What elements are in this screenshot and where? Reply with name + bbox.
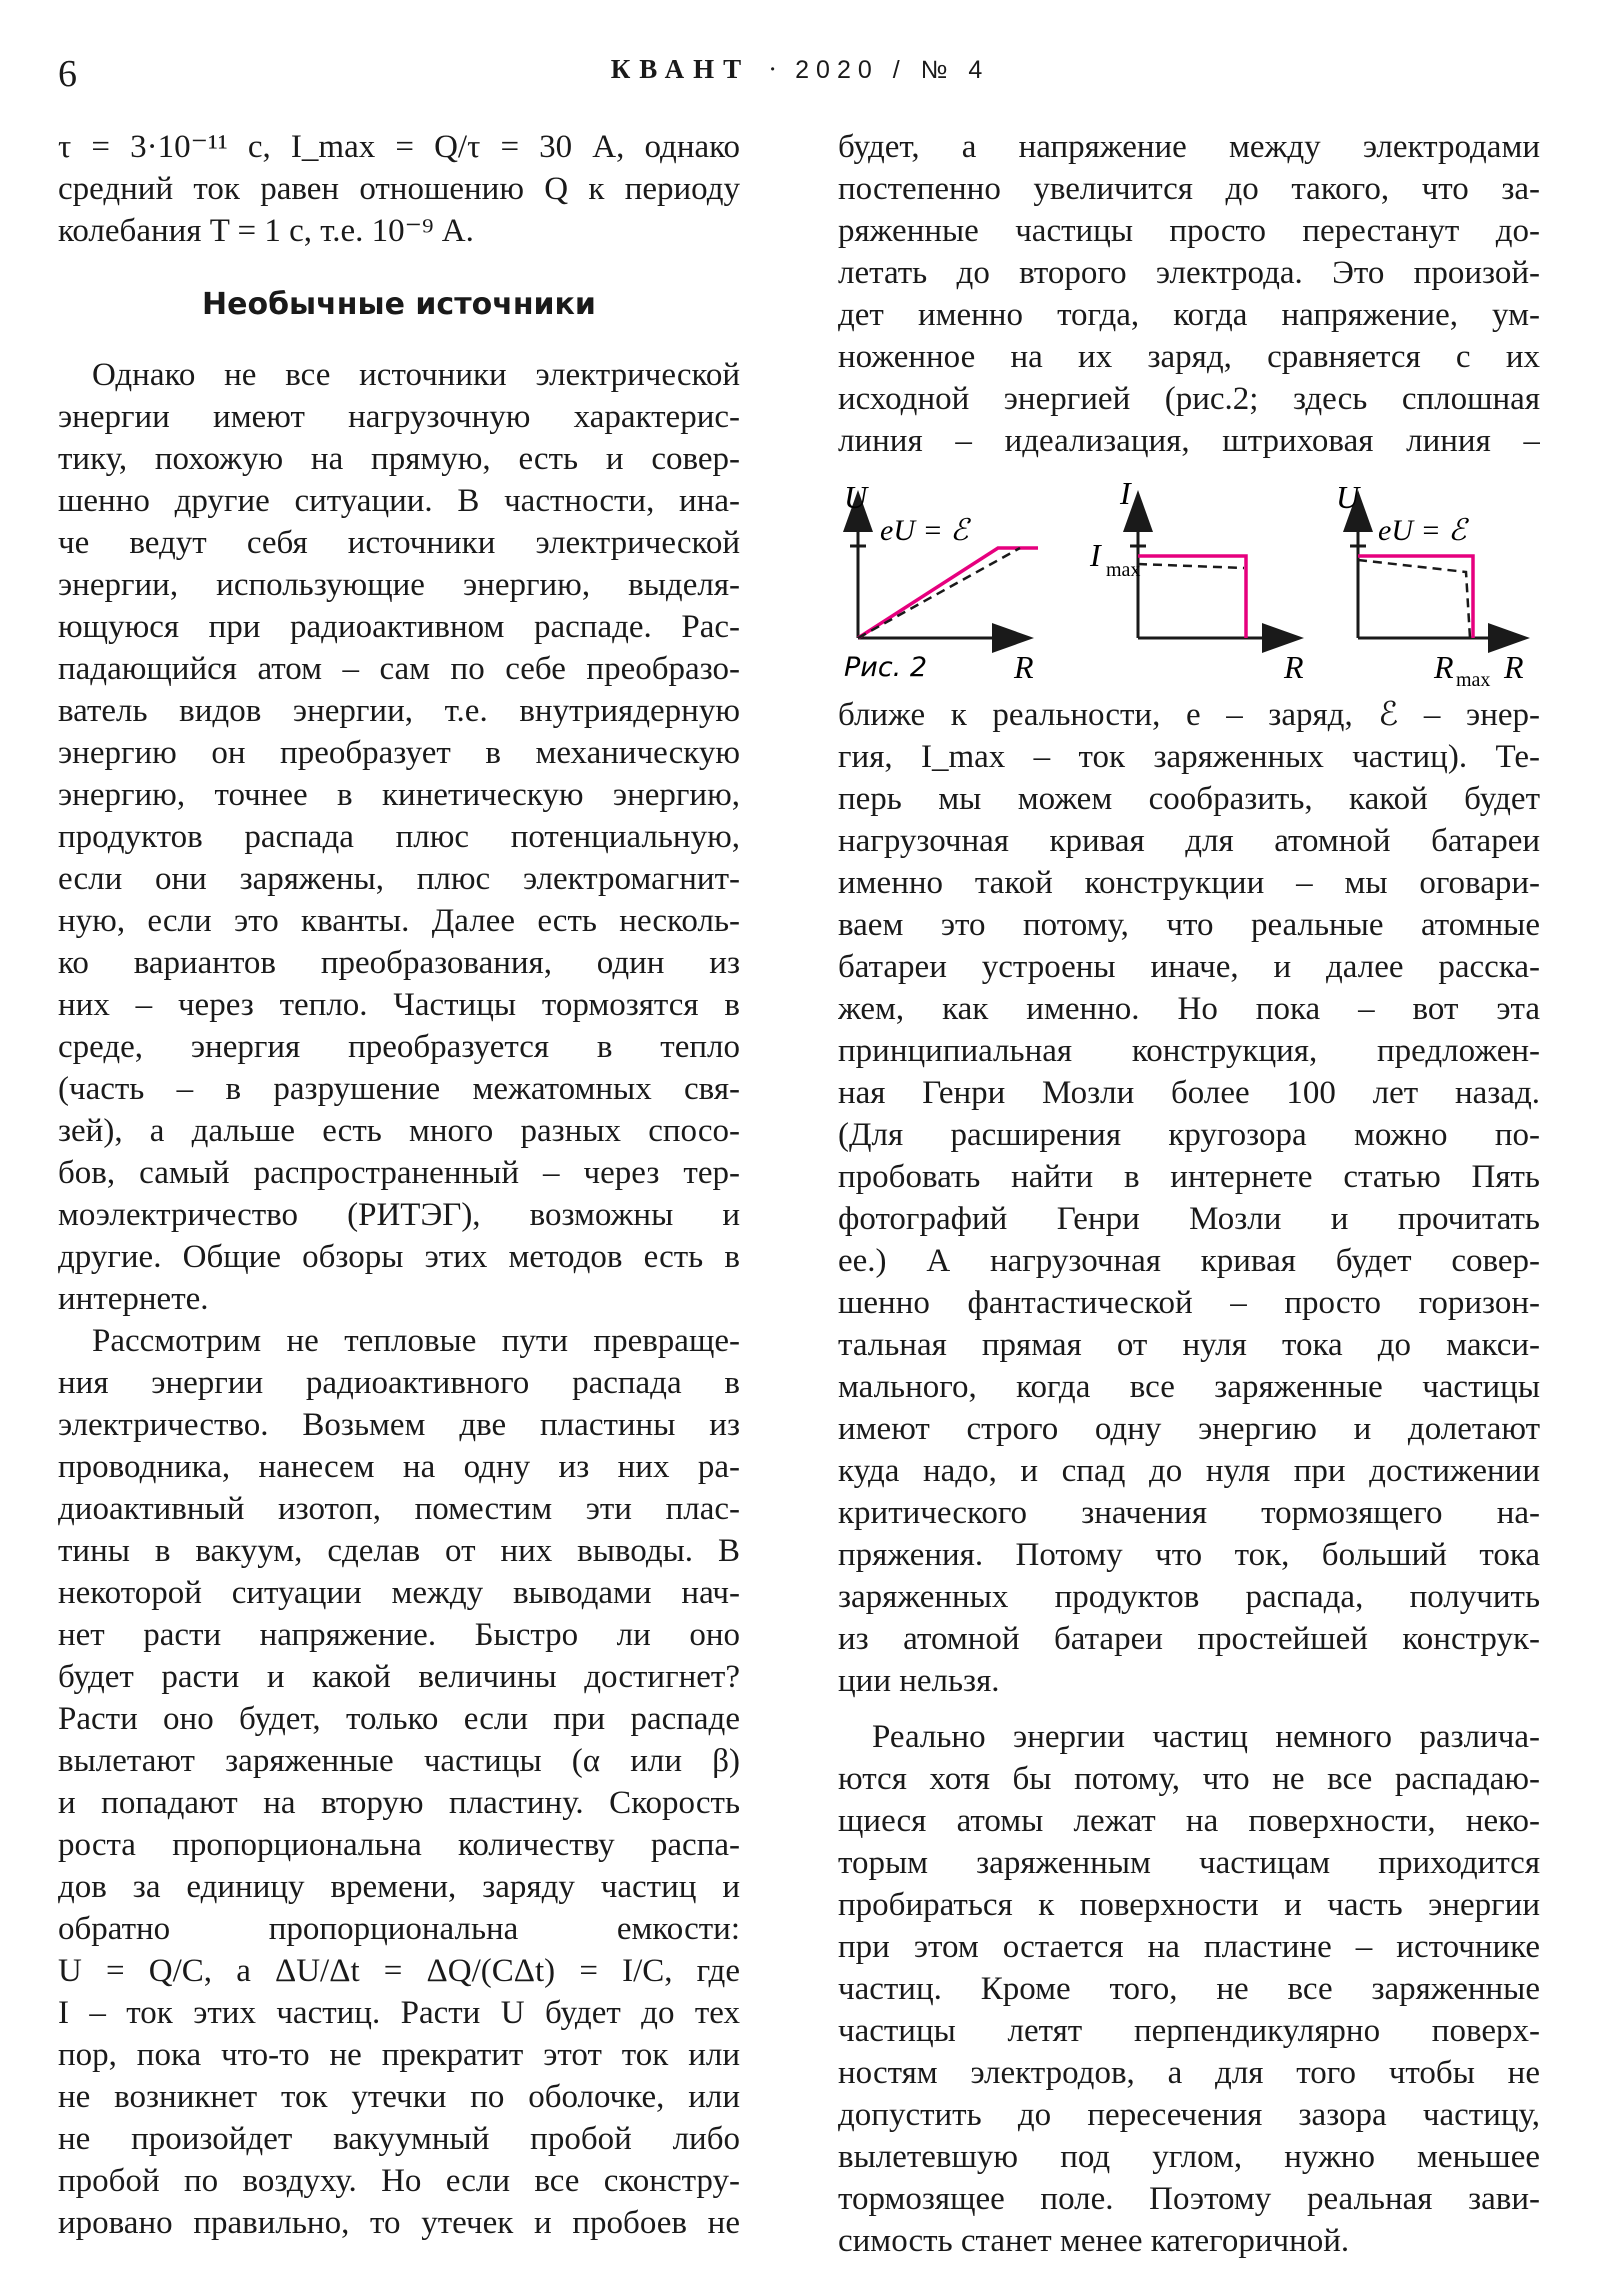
text-line: перь мы можем сообразить, какой будет: [838, 781, 1540, 817]
text-line: критического значения тормозящего на-: [838, 1495, 1540, 1531]
text-line: пробираться к поверхности и часть энергии: [838, 1887, 1540, 1923]
text-line: пробой по воздуху. Но если все сконстру-: [58, 2163, 740, 2199]
text-line: имеют строго одну энергию и долетают: [838, 1411, 1540, 1447]
paragraph: [838, 694, 1540, 1702]
text-line: ции нельзя.: [838, 1663, 1000, 1699]
text-line: допустить до пересечения зазора частицу,: [838, 2097, 1540, 2133]
text-line: из атомной батареи простейшей конструк-: [838, 1621, 1540, 1657]
text-line: тины в вакуум, сделав от них выводы. В: [58, 1533, 740, 1569]
text-line: ировано правильно, то утечек и пробоев не: [58, 2205, 740, 2241]
left-column: [58, 126, 740, 2244]
text-line: вылетевшую под углом, нужно меньшее: [838, 2139, 1540, 2175]
issue-number: 2020 / № 4: [795, 56, 990, 84]
header-separator: ·: [768, 54, 778, 84]
text-line: другие. Общие обзоры этих методов есть в: [58, 1239, 740, 1275]
text-line: и попадают на вторую пластину. Скорость: [58, 1785, 740, 1821]
text-line: них – через тепло. Частицы тормозятся в: [58, 987, 740, 1023]
text-line: ноженное на их заряд, сравняется с их: [838, 339, 1540, 375]
text-line: исходной энергией (рис.2; здесь сплошная: [838, 381, 1540, 417]
text-line: продуктов распада плюс потенциальную,: [58, 819, 740, 855]
text-line: Однако не все источники электрической: [92, 357, 740, 393]
text-line: ватель видов энергии, т.е. внутриядерную: [58, 693, 740, 729]
right-column: [838, 126, 1540, 2262]
text-line: вылетают заряженные частицы (α или β): [58, 1743, 740, 1779]
text-line: мального, когда все заряженные частицы: [838, 1369, 1540, 1405]
figure-caption: Рис. 2: [844, 652, 928, 683]
svg-text:R: R: [1284, 649, 1304, 685]
text-line: нагрузочная кривая для атомной батареи: [838, 823, 1540, 859]
text-line: ная Генри Мозли более 100 лет назад.: [838, 1075, 1540, 1111]
text-line: гия, I_max – ток заряженных частиц). Те-: [838, 739, 1540, 775]
text-line: тормозящее поле. Поэтому реальная зави-: [838, 2181, 1540, 2217]
text-line: ную, если это кванты. Далее есть несколь-: [58, 903, 740, 939]
text-line: диоактивный изотоп, поместим эти плас-: [58, 1491, 740, 1527]
text-line: куда надо, и спад до нуля при достижении: [838, 1453, 1540, 1489]
text-line: частиц. Кроме того, не все заряженные: [838, 1971, 1540, 2007]
text-line: ряженные частицы просто перестанут до-: [838, 213, 1540, 249]
text-line: роста пропорциональна количеству распа-: [58, 1827, 740, 1863]
page-number: 6: [58, 53, 77, 95]
text-line: среде, энергия преобразуется в тепло: [58, 1029, 740, 1065]
svg-text:I: I: [1120, 476, 1131, 511]
text-line: шенно фантастической – просто горизон-: [838, 1285, 1540, 1321]
intro-text: [58, 126, 740, 252]
svg-text:R: R: [1014, 649, 1034, 685]
text-line: щиеся атомы лежат на поверхности, неко-: [838, 1803, 1540, 1839]
text-line: ния энергии радиоактивного распада в: [58, 1365, 740, 1401]
text-line: зей), а дальше есть много разных спосо-: [58, 1113, 740, 1149]
text-line: если они заряжены, плюс электромагнит-: [58, 861, 740, 897]
text-line: именно такой конструкции – мы оговари-: [838, 865, 1540, 901]
text-line: ющуюся при радиоактивном распаде. Рас-: [58, 609, 740, 645]
text-line: обратно пропорциональна емкости:: [58, 1911, 740, 1947]
svg-text:U: U: [1336, 479, 1360, 515]
text-line: энергии, использующие энергию, выделя-: [58, 567, 740, 603]
load-curve-diagrams: [838, 476, 1540, 686]
text-line: фотографий Генри Мозли и прочитать: [838, 1201, 1540, 1237]
text-line: че ведут себя источники электрической: [58, 525, 740, 561]
text-line: бов, самый распространенный – через тер-: [58, 1155, 740, 1191]
text-line: пор, пока что-то не прекратит этот ток или: [58, 2037, 740, 2073]
text-line: ближе к реальности, e – заряд, ℰ – энер-: [838, 697, 1540, 733]
text-line: моэлектричество (РИТЭГ), возможны и: [58, 1197, 740, 1233]
text-line: некоторой ситуации между выводами нач-: [58, 1575, 740, 1611]
figure-2: [838, 476, 1540, 686]
paragraph: [58, 354, 740, 1320]
text-line: U = Q/C, а ΔU/Δt = ΔQ/(CΔt) = I/C, где: [58, 1953, 740, 1989]
text-line: падающийся атом – сам по себе преобразо-: [58, 651, 740, 687]
svg-text:eU = ℰ: eU = ℰ: [880, 514, 969, 547]
text-line: не возникнет ток утечки по оболочке, или: [58, 2079, 740, 2115]
panel-current-vs-resistance: [1089, 476, 1304, 685]
text-line: колебания T = 1 с, т.е. 10⁻⁹ А.: [58, 213, 474, 249]
text-line: (часть – в разрушение межатомных свя-: [58, 1071, 740, 1107]
text-line: жем, как именно. Но пока – вот эта: [838, 991, 1540, 1027]
text-line: ностям электродов, а для того чтобы не: [838, 2055, 1540, 2091]
text-line: шенно другие ситуации. В частности, ина-: [58, 483, 740, 519]
text-line: проводника, нанесем на одну из них ра-: [58, 1449, 740, 1485]
text-line: симость станет менее категоричной.: [838, 2223, 1350, 2259]
text-line: дет именно тогда, когда напряжение, ум-: [838, 297, 1540, 333]
text-line: при этом остается на пластине – источнике: [838, 1929, 1540, 1965]
text-line: средний ток равен отношению Q к периоду: [58, 171, 740, 207]
text-line: энергию, точнее в кинетическую энергию,: [58, 777, 740, 813]
text-line: энергии имеют нагрузочную характерис-: [58, 399, 740, 435]
text-line: Реально энергии частиц немного различа-: [872, 1719, 1540, 1755]
svg-text:max: max: [1106, 559, 1141, 581]
text-line: энергию он преобразует в механическую: [58, 735, 740, 771]
text-line: I – ток этих частиц. Расти U будет до тех: [58, 1995, 740, 2031]
paragraph: [58, 1320, 740, 2244]
text-line: (Для расширения кругозора можно по-: [838, 1117, 1540, 1153]
text-line: заряженных продуктов распада, получить: [838, 1579, 1540, 1615]
text-line: тику, похожую на прямую, есть и совер-: [58, 441, 740, 477]
text-line: батареи устроены иначе, и далее расска-: [838, 949, 1540, 985]
text-line: частицы летят перпендикулярно поверх-: [838, 2013, 1540, 2049]
text-line: интернете.: [58, 1281, 209, 1317]
text-line: торым заряженным частицам приходится: [838, 1845, 1540, 1881]
text-line: принципиальная конструкция, предложен-: [838, 1033, 1540, 1069]
svg-text:R: R: [1504, 649, 1524, 685]
text-line: Расти оно будет, только если при распаде: [58, 1701, 740, 1737]
text-line: линия – идеализация, штриховая линия –: [838, 423, 1540, 459]
text-line: тальная прямая от нуля тока до макси-: [838, 1327, 1540, 1363]
text-line: летать до второго электрода. Это произой-: [838, 255, 1540, 291]
svg-text:U: U: [844, 479, 868, 515]
text-line: будет, а напряжение между электродами: [838, 129, 1540, 165]
section-heading: Необычные источники: [202, 287, 596, 322]
text-line: пробовать найти в интернете статью Пять: [838, 1159, 1540, 1195]
svg-text:I: I: [1090, 537, 1101, 573]
text-line: ваем это потому, что реальные атомные: [838, 907, 1540, 943]
text-line: постепенно увеличится до такого, что за-: [838, 171, 1540, 207]
text-line: пряжения. Потому что ток, больший тока: [838, 1537, 1540, 1573]
text-line: Рассмотрим не тепловые пути превраще-: [92, 1323, 740, 1359]
text-line: не произойдет вакуумный пробой либо: [58, 2121, 740, 2157]
svg-text:max: max: [1456, 669, 1491, 686]
magazine-title: КВАНТ: [610, 54, 751, 84]
svg-text:eU = ℰ: eU = ℰ: [1378, 514, 1467, 547]
text-line: дов за единицу времени, заряду частиц и: [58, 1869, 740, 1905]
text-line: ются хотя бы потому, что не все распадаю-: [838, 1761, 1540, 1797]
text-line: ее.) А нагрузочная кривая будет совер-: [838, 1243, 1540, 1279]
running-header: [0, 54, 1600, 85]
text-line: будет расти и какой величины достигнет?: [58, 1659, 740, 1695]
panel-voltage-vs-resistance-rmax: [1336, 479, 1524, 686]
text-line: τ = 3·10⁻¹¹ с, I_max = Q/τ = 30 А, однако: [58, 129, 740, 165]
text-line: нет расти напряжение. Быстро ли оно: [58, 1617, 740, 1653]
paragraph: [838, 126, 1540, 462]
svg-text:R: R: [1434, 649, 1454, 685]
paragraph: [838, 1716, 1540, 2262]
text-line: ко вариантов преобразования, один из: [58, 945, 740, 981]
text-line: электричество. Возьмем две пластины из: [58, 1407, 740, 1443]
